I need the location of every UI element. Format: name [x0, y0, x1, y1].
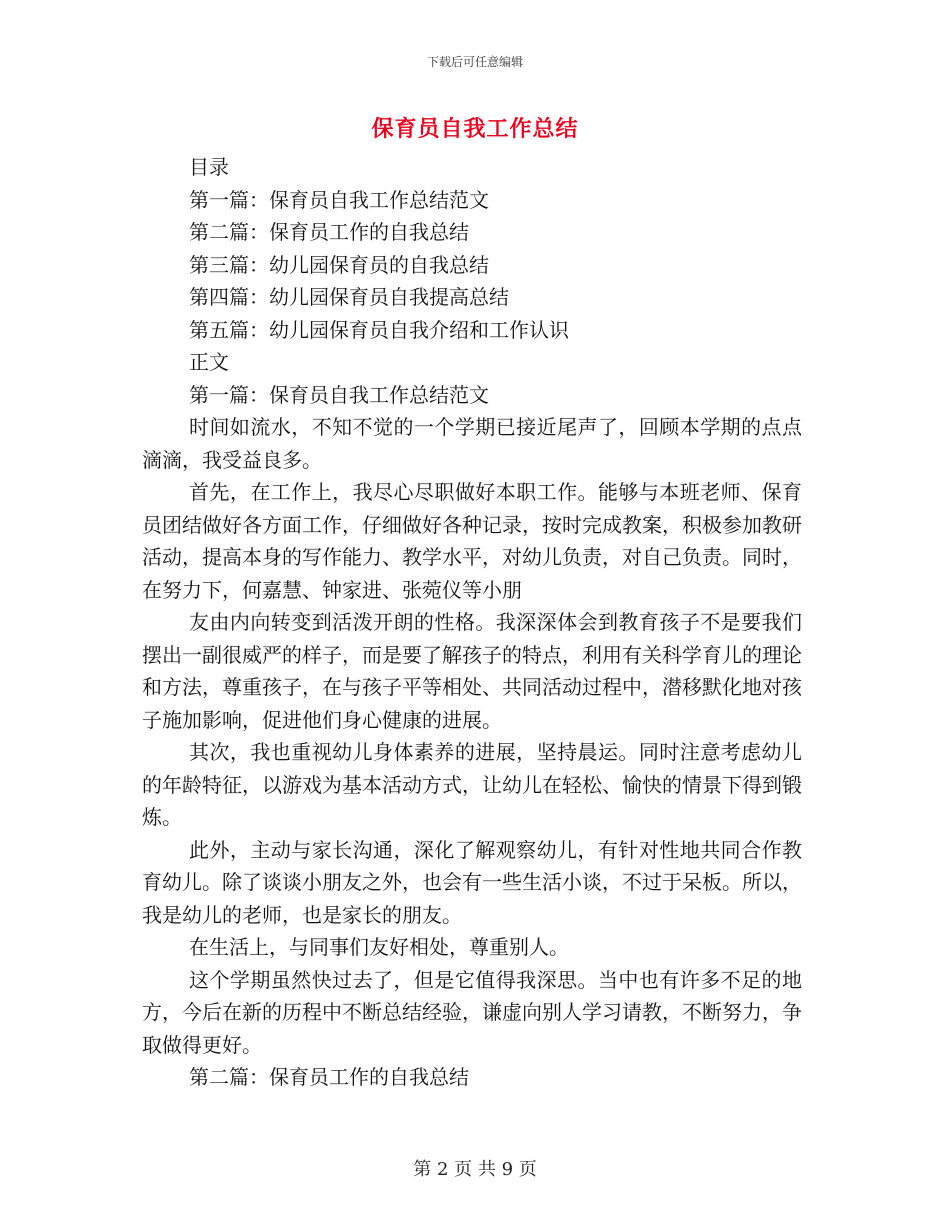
paragraph: 在生活上，与同事们友好相处，尊重别人。 [189, 935, 569, 959]
paragraph: 这个学期虽然快过去了，但是它值得我深思。当中也有许多不足的地方，今后在新的历程中不断总结经验，谦虚向别人学习请教，不断努力，争取做得更好。 [142, 967, 802, 1057]
toc-item-4: 第四篇：幼儿园保育员自我提高总结 [189, 285, 509, 309]
toc-item-2: 第二篇：保育员工作的自我总结 [189, 220, 469, 244]
document-title: 保育员自我工作总结 [371, 117, 579, 142]
paragraph: 其次，我也重视幼儿身体素养的进展，坚持晨运。同时注意考虑幼儿的年龄特征，以游戏为基本活动方式，让幼儿在轻松、愉快的情景下得到锻炼。 [142, 740, 802, 829]
paragraph: 首先，在工作上，我尽心尽职做好本职工作。能够与本班老师、保育员团结做好各方面工作，仔细做好各种记录，按时完成教案，积极参加教研活动，提高本身的写作能力、教学水平，对幼儿负责，对自己负责。同时，在努力下，何嘉慧、钟家进、张菀仪等小朋 [142, 480, 802, 602]
body-heading: 正文 [189, 350, 229, 374]
header-note: 下载后可任意编辑 [426, 55, 523, 69]
toc-item-1: 第一篇：保育员自我工作总结范文 [189, 187, 489, 212]
paragraph: 时间如流水，不知不觉的一个学期已接近尾声了，回顾本学期的点点滴滴，我受益良多。 [142, 415, 802, 472]
paragraph: 友由内向转变到活泼开朗的性格。我深深体会到教育孩子不是要我们摆出一副很威严的样子，而是要了解孩子的特点，利用有关科学育儿的理论和方法，尊重孩子，在与孩子平等相处、共同活动过程中，潜移默化地对孩子施加影响，促进他们身心健康的进展。 [142, 610, 802, 732]
toc-heading: 目录 [189, 155, 229, 179]
toc-item-3: 第三篇：幼儿园保育员的自我总结 [189, 252, 489, 277]
paragraph: 此外，主动与家长沟通，深化了解观察幼儿，有针对性地共同合作教育幼儿。除了谈谈小朋友之外，也会有一些生活小谈，不过于呆板。所以，我是幼儿的老师，也是家长的朋友。 [142, 837, 802, 927]
section-title: 第二篇：保育员工作的自我总结 [189, 1065, 469, 1089]
page-number: 第 2 页 共 9 页 [413, 1159, 537, 1180]
toc-item-5: 第五篇：幼儿园保育员自我介绍和工作认识 [189, 317, 569, 342]
document-body [142, 151, 802, 1094]
section-title: 第一篇：保育员自我工作总结范文 [189, 382, 489, 407]
